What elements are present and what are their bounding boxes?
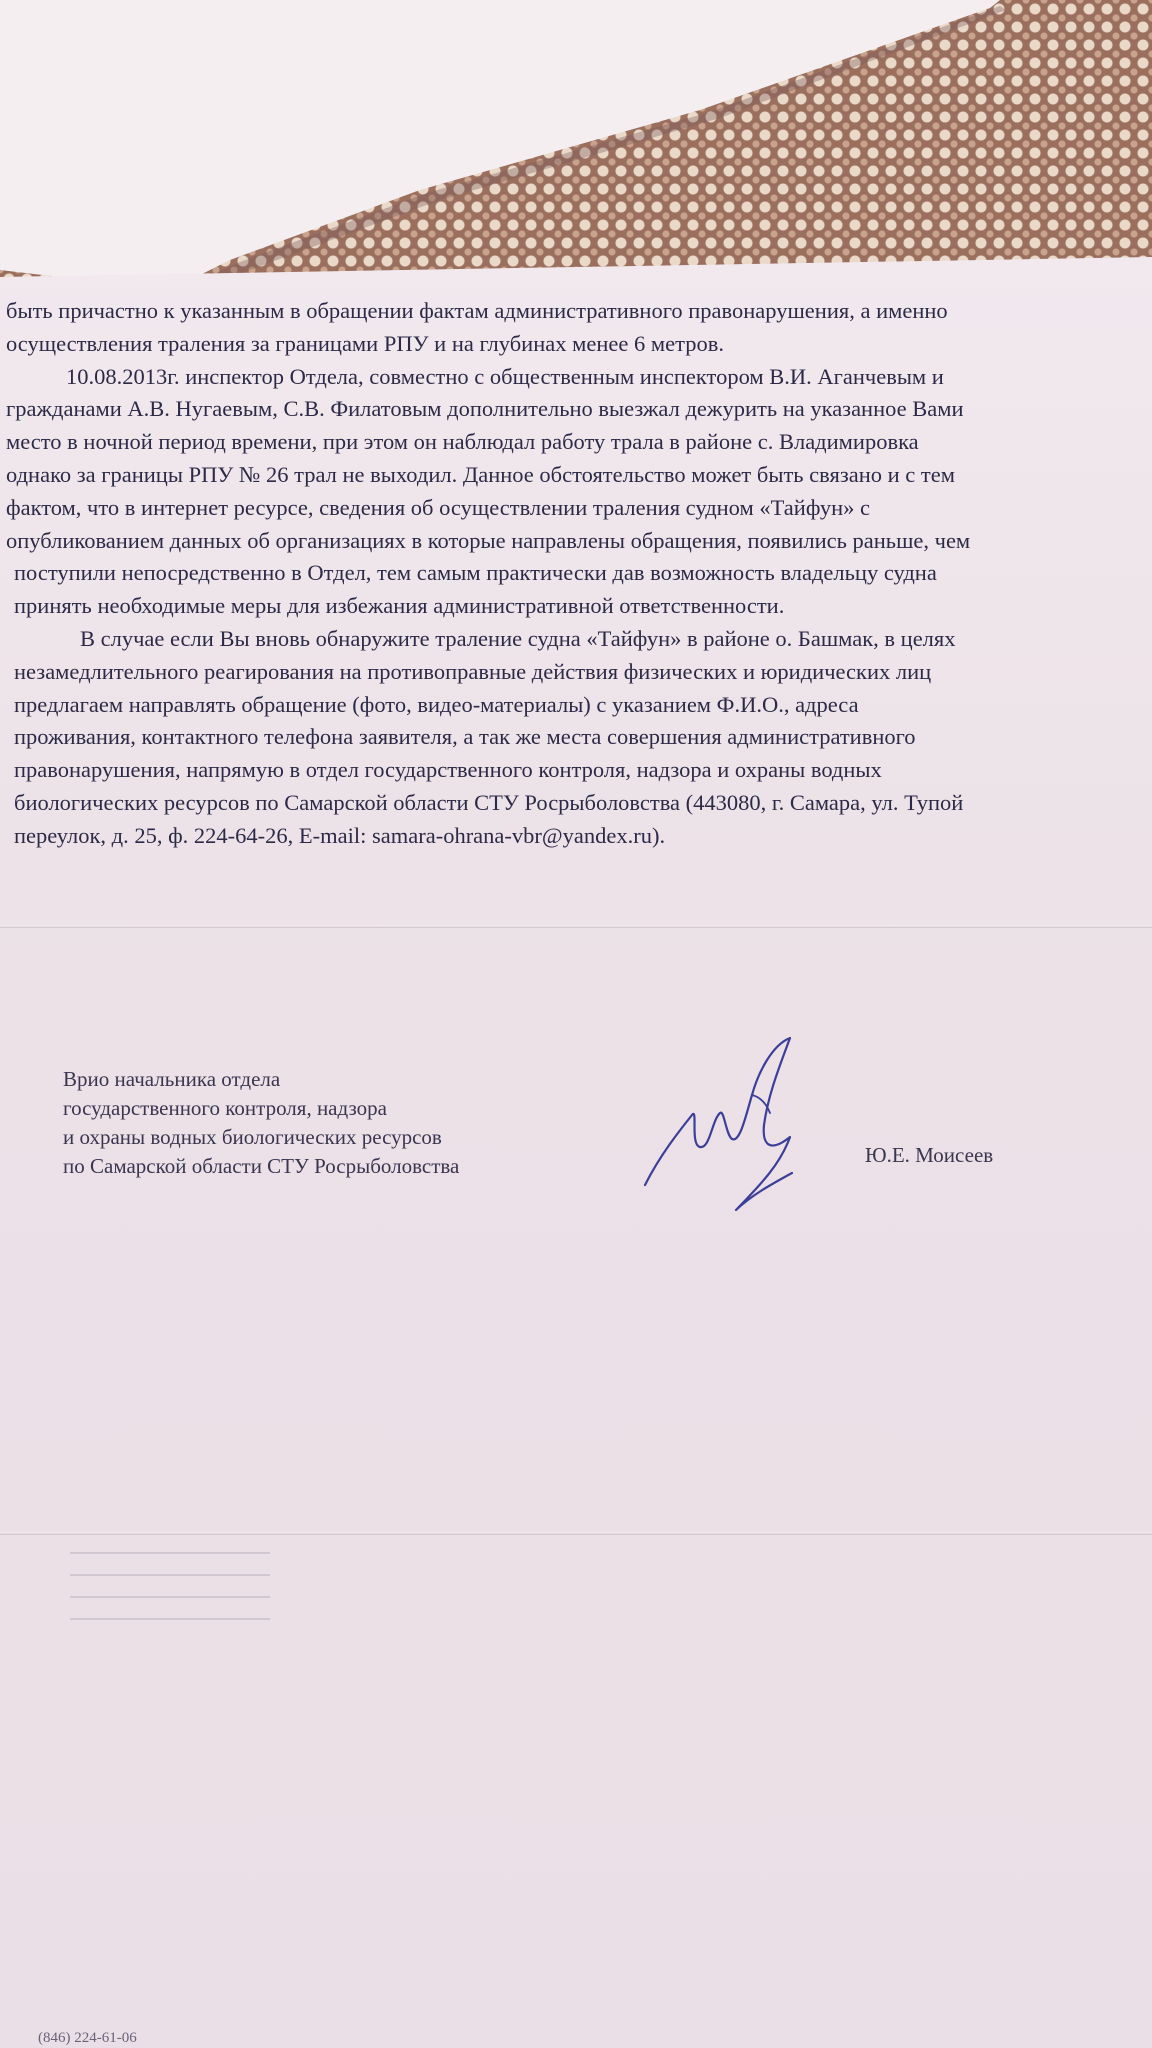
footer-phone-number: (846) 224-61-06 [38,2030,137,2046]
position-line: Врио начальника отдела [63,1067,281,1091]
body-line: В случае если Вы вновь обнаружите траление судна «Тайфун» в районе о. Башмак, в целях [80,625,956,651]
paper-fold-line [0,925,1152,928]
body-line: поступили непосредственно в Отдел, тем самым практически дав возможность владельцу судна [14,560,937,586]
body-line: однако за границы РПУ № 26 трал не выходил. Данное обстоятельство может быть связано и с тем [6,461,955,487]
body-line: место в ночной период времени, при этом он наблюдал работу трала в районе с. Владимировка [6,429,919,455]
body-line: гражданами А.В. Нугаевым, С.В. Филатовым дополнительно выезжал дежурить на указанное Вами [6,396,964,422]
body-line: проживания, контактного телефона заявителя, а так же места совершения административного [14,724,916,750]
faded-show-through-text [70,1540,270,1630]
body-line: переулок, д. 25, ф. 224-64-26, E-mail: samara-ohrana-vbr@yandex.ru). [14,822,666,848]
body-line: опубликованием данных об организациях в которые направлены обращения, появились раньше, чем [6,527,971,553]
body-line: биологических ресурсов по Самарской области СТУ Росрыболовства (443080, г. Самара, ул. Тупой [14,789,964,815]
body-line: осуществления траления за границами РПУ и на глубинах менее 6 метров. [6,330,724,356]
body-line: 10.08.2013г. инспектор Отдела, совместно с общественным инспектором В.И. Аганчевым и [66,363,944,389]
position-line: государственного контроля, надзора [63,1096,387,1120]
body-line: незамедлительного реагирования на противоправные действия физических и юридических лиц [14,658,932,684]
signatory-position [63,1065,459,1181]
body-line: быть причастно к указанным в обращении фактам административного правонарушения, а именно [6,298,948,323]
body-line: фактом, что в интернет ресурсе, сведения об осуществлении траления судном «Тайфун» с [6,494,870,520]
signer-name: Ю.Е. Моисеев [865,1143,994,1167]
position-line: и охраны водных биологических ресурсов [63,1125,442,1149]
body-line: правонарушения, напрямую в отдел государственного контроля, надзора и охраны водных [14,757,882,783]
letter-body [0,295,1152,853]
body-line: предлагаем направлять обращение (фото, видео-материалы) с указанием Ф.И.О., адреса [14,691,859,717]
handwritten-signature [640,1035,820,1225]
paper-fold-line [0,1532,1152,1535]
body-line: принять необходимые меры для избежания административной ответственности. [14,593,785,619]
position-line: по Самарской области СТУ Росрыболовства [63,1154,460,1178]
